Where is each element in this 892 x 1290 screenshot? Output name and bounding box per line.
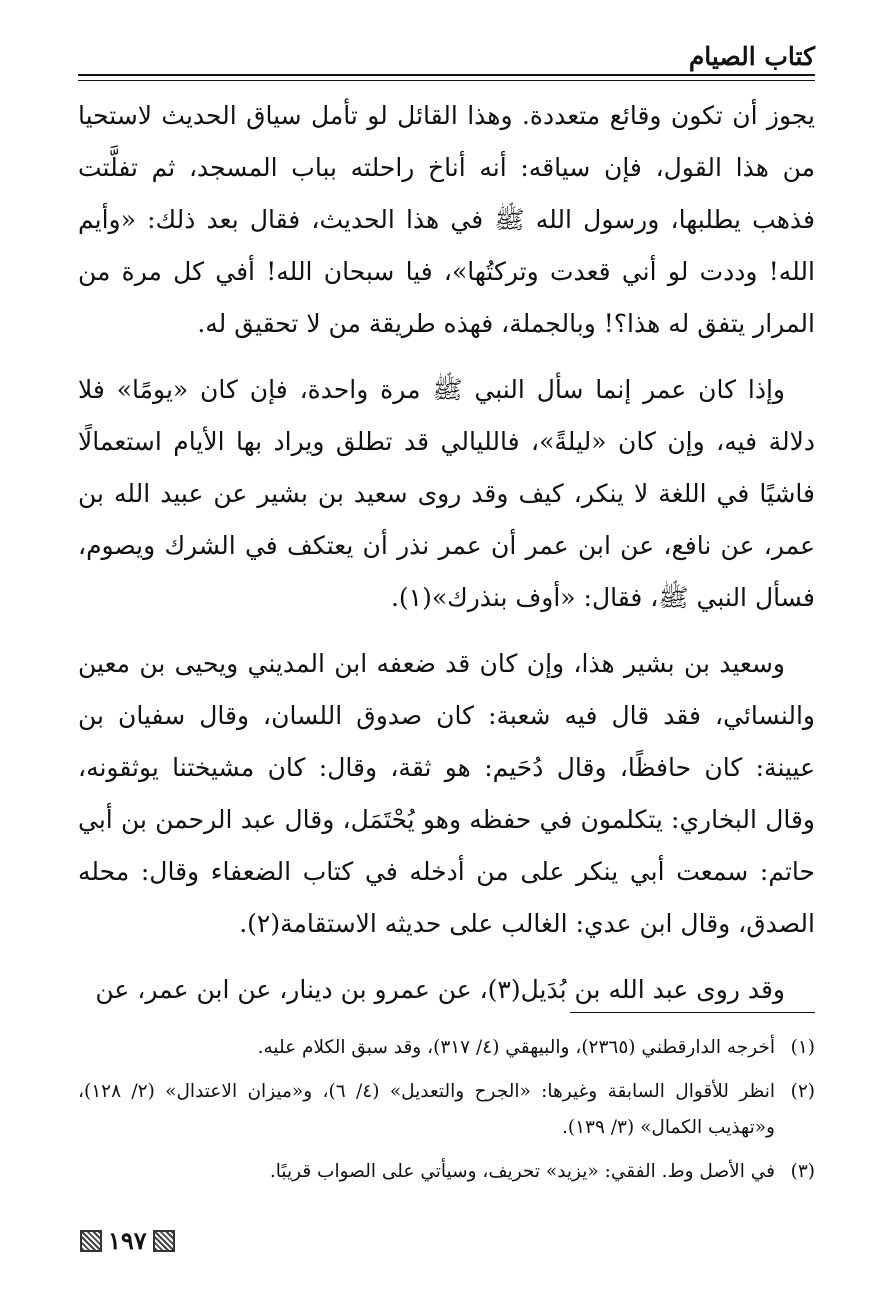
footnote-number: (٣): [790, 1161, 815, 1182]
header-rule-thin: [78, 80, 815, 81]
header-rule-thick: [78, 74, 815, 76]
ornament-icon: [80, 1230, 102, 1252]
paragraph: يجوز أن تكون وقائع متعددة. وهذا القائل لو تأمل سياق الحديث لاستحيا من هذا القول، فإن سياقه: أنه أناخ راحلته بباب المسجد، ثم تفلَّتت فذهب يطلبها، ورسول الله ﷺ في هذا الحديث، فقال بعد ذلك: «وأيم الله! وددت لو أني قعدت وتركتُها»، فيا سبحان الله! أفي كل مرة من المرار يتفق له هذا؟! وبالجملة، فهذه طريقة من لا تحقيق له.: [78, 101, 815, 338]
main-text: [78, 90, 815, 1016]
footnote-text: انظر للأقوال السابقة وغيرها: «الجرح والتعديل» (٤/ ٦)، و«ميزان الاعتدال» (٢/ ١٢٨)، و«تهذيب الكمال» (٣/ ١٣٩).: [78, 1081, 775, 1138]
paragraph: وإذا كان عمر إنما سأل النبي ﷺ مرة واحدة، فإن كان «يومًا» فلا دلالة فيه، وإن كان «ليلةً»، فالليالي قد تطلق ويراد بها الأيام استعمالًا فاشيًا في اللغة لا ينكر، كيف وقد روى سعيد بن بشير عن عبيد الله بن عمر، عن نافع، عن ابن عمر أن عمر نذر أن يعتكف في الشرك ويصوم، فسأل النبي ﷺ، فقال: «أوف بنذرك»(١).: [78, 375, 815, 612]
footnote: [78, 1074, 815, 1146]
footnote-text: أخرجه الدارقطني (٢٣٦٥)، والبيهقي (٤/ ٣١٧)، وقد سبق الكلام عليه.: [257, 1037, 775, 1058]
page-number-block: [80, 1226, 175, 1255]
footnote-number: (١): [790, 1037, 815, 1058]
paragraph: وقد روى عبد الله بن بُدَيل(٣)، عن عمرو بن دينار، عن ابن عمر، عن: [95, 975, 785, 1004]
footnote-text: في الأصل وط. الفقي: «يزيد» تحريف، وسيأتي على الصواب قريبًا.: [269, 1161, 775, 1182]
footnote-number: (٢): [790, 1081, 815, 1102]
footnote-separator: [570, 1012, 815, 1013]
paragraph: وسعيد بن بشير هذا، وإن كان قد ضعفه ابن المديني ويحيى بن معين والنسائي، فقد قال فيه شعبة: كان صدوق اللسان، وقال سفيان بن عيينة: كان حافظًا، وقال دُحَيم: هو ثقة، وقال: كان مشيختنا يوثقونه، وقال البخاري: يتكلمون في حفظه وهو يُحْتَمَل، وقال عبد الرحمن بن أبي حاتم: سمعت أبي ينكر على من أدخله في كتاب الضعفاء وقال: محله الصدق، وقال ابن عدي: الغالب على حديثه الاستقامة(٢).: [78, 649, 815, 938]
footnote: [78, 1154, 815, 1190]
chapter-title: كتاب الصيام: [688, 42, 815, 71]
ornament-icon: [153, 1230, 175, 1252]
footnote: [78, 1030, 815, 1066]
footnotes: [78, 1030, 815, 1198]
page-number: ١٩٧: [108, 1226, 147, 1255]
running-header: [78, 40, 815, 74]
